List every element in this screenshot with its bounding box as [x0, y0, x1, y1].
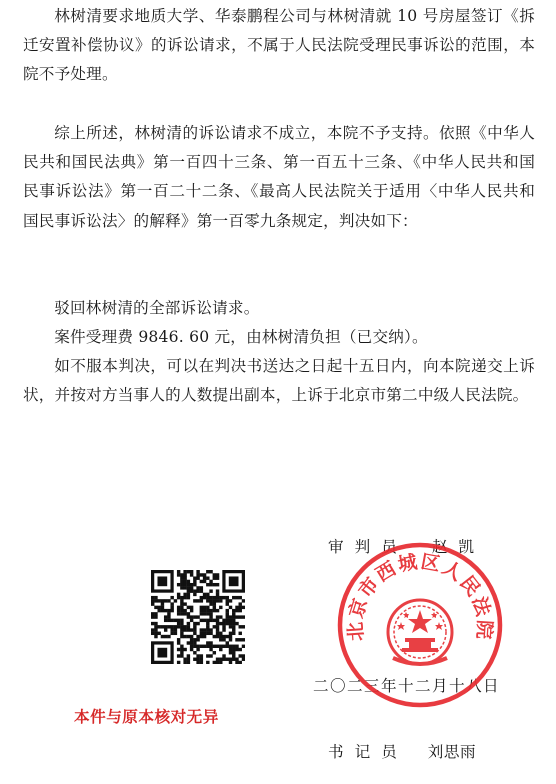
svg-text:北京市西城区人民法院: 北京市西城区人民法院	[344, 550, 496, 642]
qr-code-icon	[151, 570, 245, 664]
clerk-role: 书记员	[328, 743, 408, 761]
verification-note: 本件与原本核对无异	[74, 708, 219, 726]
judge-name: 赵凯	[431, 538, 485, 556]
paragraph-jurisdiction: 林树清要求地质大学、华泰鹏程公司与林树清就 10 号房屋签订《拆迁安置补偿协议》的诉讼请求，不属于人民法院受理民事诉讼的范围，本院不予处理。	[23, 7, 535, 84]
court-seal	[335, 540, 505, 710]
paragraph-verdict: 驳回林树清的全部诉讼请求。	[54, 299, 260, 317]
judgment-date: 二〇二三年十二月十八日	[313, 677, 500, 695]
paragraph-appeal: 如不服本判决，可以在判决书送达之日起十五日内，向本院递交上诉状，并按对方当事人的人数提出副本，上诉于北京市第二中级人民法院。	[23, 357, 535, 405]
judge-role: 审判员	[328, 538, 408, 556]
paragraph-fee: 案件受理费 9846. 60 元，由林树清负担（已交纳）。	[54, 328, 428, 346]
paragraph-conclusion: 综上所述，林树清的诉讼请求不成立，本院不予支持。依照《中华人民共和国民法典》第一百四十三条、第一百五十三条、《中华人民共和国民事诉讼法》第一百二十二条、《最高人民法院关于适用〈中华人民共和国民事诉讼法〉的解释》第一百零九条规定，判决如下：	[23, 124, 535, 230]
clerk-signature	[328, 740, 476, 762]
clerk-name: 刘思雨	[427, 743, 477, 761]
national-emblem-icon	[388, 600, 452, 664]
